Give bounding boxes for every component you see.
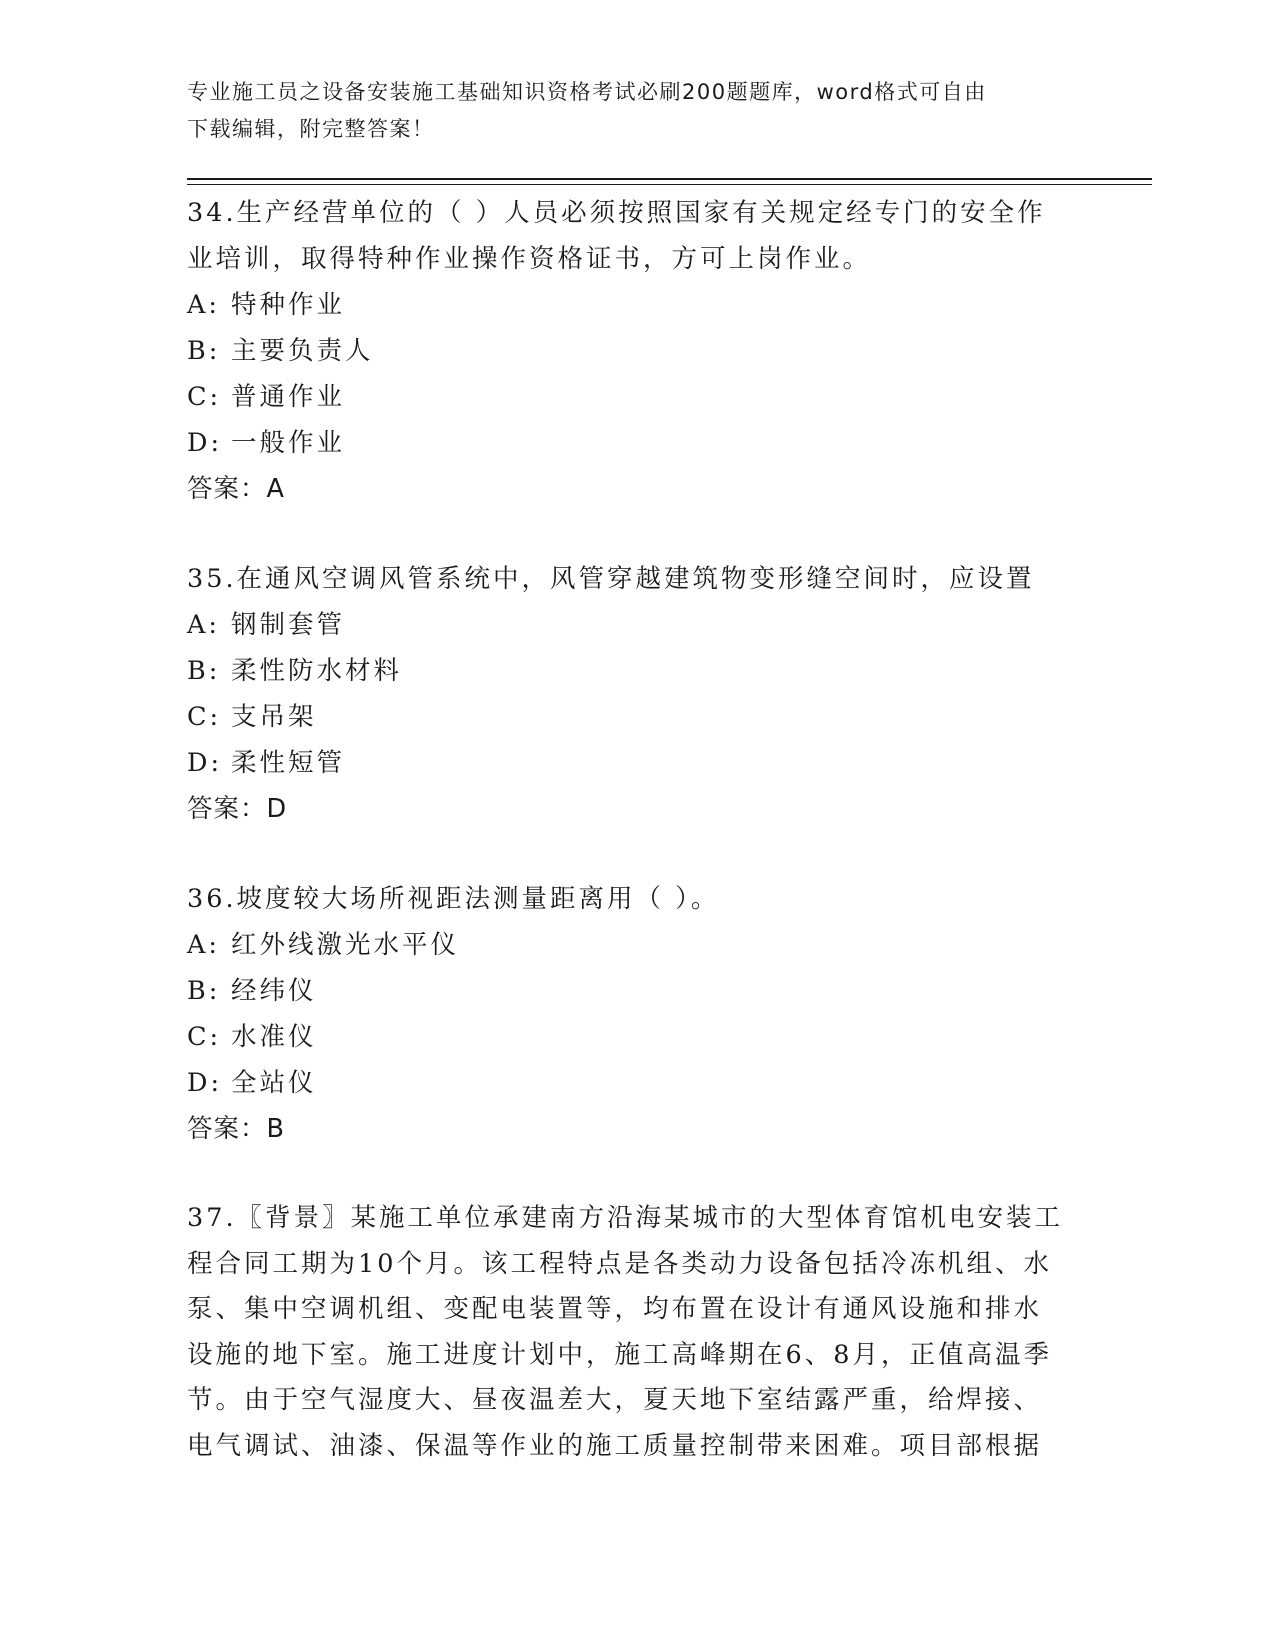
- option-text: 红外线激光水平仪: [231, 930, 460, 960]
- option-c: [187, 374, 1087, 420]
- stem-line: 程合同工期为10个月。该工程特点是各类动力设备包括冷冻机组、水: [187, 1248, 1052, 1279]
- stem-line: 节。由于空气湿度大、昼夜温差大，夏天地下室结露严重，给焊接、: [187, 1385, 1043, 1415]
- option-letter: A:: [187, 930, 221, 960]
- option-text: 全站仪: [231, 1068, 317, 1098]
- option-letter: C:: [187, 1022, 222, 1052]
- stem-line: 泵、集中空调机组、变配电装置等，均布置在设计有通风设施和排水: [187, 1294, 1043, 1324]
- stem-line: 业培训，取得特种作业操作资格证书，方可上岗作业。: [187, 244, 872, 274]
- option-letter: C:: [187, 382, 222, 412]
- option-text: 一般作业: [231, 428, 346, 458]
- question-stem: [187, 1196, 1087, 1469]
- document-header: [187, 74, 1067, 148]
- option-a: [187, 282, 1087, 328]
- question-spacer: [187, 512, 1087, 556]
- option-a: [187, 602, 1087, 648]
- header-line-1: 专业施工员之设备安装施工基础知识资格考试必刷200题题库，word格式可自由: [187, 80, 987, 104]
- option-b: [187, 648, 1087, 694]
- option-letter: D:: [187, 428, 223, 458]
- stem-line: 36.坡度较大场所视距法测量距离用（ ）。: [187, 884, 720, 914]
- option-text: 柔性防水材料: [231, 656, 403, 686]
- option-letter: D:: [187, 748, 223, 778]
- stem-line: 电气调试、油漆、保温等作业的施工质量控制带来困难。项目部根据: [187, 1430, 1043, 1461]
- question-stem: [187, 190, 1087, 282]
- stem-line: 37.〖背景〗某施工单位承建南方沿海某城市的大型体育馆机电安装工: [187, 1203, 1064, 1233]
- header-divider-thick: [187, 178, 1152, 180]
- option-letter: A:: [187, 290, 221, 320]
- question-35: [187, 556, 1087, 832]
- option-text: 普通作业: [231, 382, 346, 412]
- header-line-2: 下载编辑，附完整答案！: [187, 117, 435, 141]
- option-b: [187, 968, 1087, 1014]
- option-letter: D:: [187, 1068, 223, 1098]
- stem-line: 设施的地下室。施工进度计划中，施工高峰期在6、8月，正值高温季: [187, 1339, 1052, 1370]
- option-text: 特种作业: [231, 290, 346, 320]
- question-36: [187, 876, 1087, 1152]
- option-d: [187, 740, 1087, 786]
- stem-line: 35.在通风空调风管系统中，风管穿越建筑物变形缝空间时，应设置: [187, 564, 1035, 594]
- option-text: 主要负责人: [231, 336, 374, 366]
- option-text: 钢制套管: [231, 610, 346, 640]
- question-spacer: [187, 1152, 1087, 1196]
- option-letter: C:: [187, 702, 222, 732]
- option-text: 支吊架: [231, 702, 317, 732]
- option-letter: B:: [187, 656, 221, 686]
- option-text: 柔性短管: [231, 748, 346, 778]
- question-spacer: [187, 832, 1087, 876]
- option-text: 水准仪: [231, 1022, 317, 1052]
- question-stem: [187, 876, 1087, 922]
- option-letter: A:: [187, 610, 221, 640]
- option-text: 经纬仪: [231, 976, 317, 1006]
- question-stem: [187, 556, 1087, 602]
- option-b: [187, 328, 1087, 374]
- option-letter: B:: [187, 976, 221, 1006]
- answer-line: 答案：B: [187, 1114, 285, 1144]
- stem-line: 34.生产经营单位的（ ）人员必须按照国家有关规定经专门的安全作: [187, 198, 1046, 228]
- option-c: [187, 1014, 1087, 1060]
- option-d: [187, 1060, 1087, 1106]
- option-a: [187, 922, 1087, 968]
- question-34: [187, 190, 1087, 512]
- question-list: [187, 190, 1087, 1469]
- answer-line: 答案：A: [187, 474, 285, 504]
- answer-line: 答案：D: [187, 794, 288, 824]
- option-c: [187, 694, 1087, 740]
- option-letter: B:: [187, 336, 221, 366]
- question-37: [187, 1196, 1087, 1469]
- option-d: [187, 420, 1087, 466]
- header-divider-thin: [187, 184, 1152, 185]
